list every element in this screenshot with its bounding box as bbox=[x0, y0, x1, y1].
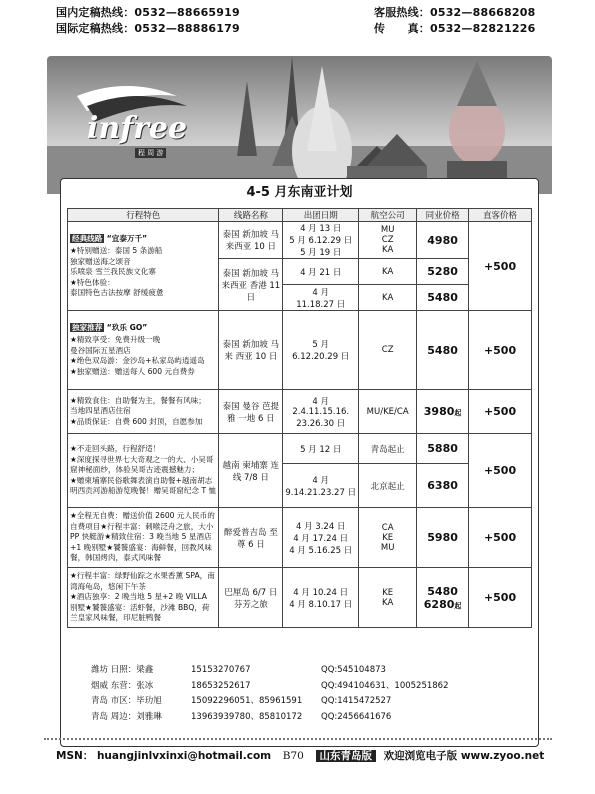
intl-phone: 0532—88886179 bbox=[134, 22, 240, 35]
table-row bbox=[68, 311, 532, 390]
website-link[interactable]: 欢迎浏览电子版 www.zyoo.net bbox=[383, 750, 545, 762]
route-cell: 泰国 新加坡 马来西亚 香港 11 日 bbox=[219, 259, 283, 311]
airline-code: CA bbox=[381, 522, 394, 533]
row-tag: 经典线路 bbox=[72, 233, 103, 243]
feature-cell bbox=[68, 311, 219, 390]
contact-phone: 13963939780、85810172 bbox=[191, 711, 303, 722]
contact-name: 潍坊 日照：梁鑫 bbox=[91, 665, 154, 675]
feature-line: ★深度探寻世界七大奇观之一的大、小吴哥窟神秘面纱，体验吴哥古迹震撼魅力； bbox=[70, 454, 214, 475]
contact-qq: QQ:494104631、1005251862 bbox=[321, 680, 449, 691]
trade-price: 5980 bbox=[417, 508, 469, 568]
brand-sub: 程 周 游 bbox=[135, 148, 166, 158]
route-cell: 越南 柬埔寨 连线 7/8 日 bbox=[219, 434, 283, 508]
airline-cell bbox=[359, 222, 417, 259]
col-direct-price: 直客价格 bbox=[469, 209, 532, 222]
msn-contact[interactable]: MSN： huangjinlvxinxi@hotmail.com bbox=[56, 750, 272, 762]
domestic-phone: 0532—88665919 bbox=[134, 6, 240, 19]
service-hotline bbox=[374, 4, 535, 20]
feature-cell bbox=[68, 434, 219, 508]
date-cell bbox=[283, 508, 359, 568]
airline-cell: 北京起止 bbox=[359, 464, 417, 508]
date-line: 4 月 10.24 日 bbox=[293, 587, 349, 598]
feature-line: 独家赠送海之颂音 bbox=[70, 256, 131, 266]
col-date: 出团日期 bbox=[283, 209, 359, 222]
contact-name: 青岛 周边：刘雅琳 bbox=[91, 711, 162, 722]
date-cell bbox=[283, 464, 359, 508]
airline-cell: CZ bbox=[359, 311, 417, 390]
direct-price: +500 bbox=[469, 568, 532, 628]
date-cell: 5 月 12 日 bbox=[283, 434, 359, 464]
direct-price: +500 bbox=[469, 434, 532, 508]
footer bbox=[56, 748, 544, 763]
date-line: 9.14.21.23.27 日 bbox=[285, 487, 357, 498]
trade-price: 5280 bbox=[417, 259, 469, 285]
date-line: 5 月 bbox=[312, 340, 330, 350]
page-title: 4-5 月东南亚计划 bbox=[246, 185, 353, 200]
airline-cell: MU/KE/CA bbox=[359, 390, 417, 434]
feature-line: ★赠柬埔寨民俗歌舞表演自助餐+越南胡志明西贡河游船游览晚餐！赠吴哥窟纪念 T 恤 bbox=[70, 475, 217, 496]
trade-price: 5480 bbox=[417, 311, 469, 390]
price-value: 3980 bbox=[423, 405, 455, 418]
footer-divider bbox=[44, 738, 552, 740]
date-line: 4 月 8.10.17 日 bbox=[289, 599, 353, 610]
feature-line: ★酒店独享：2 晚当地 5 星+2 晚 VILLA 别墅★饕餮盛宴：活虾餐，沙滩 BBQ，荷兰皇家风味餐，印尼脏鸭餐 bbox=[70, 592, 210, 623]
date-cell bbox=[283, 390, 359, 434]
service-phone: 0532—88668208 bbox=[430, 6, 536, 19]
feature-line: ★特别赠送：泰国 5 条游船 bbox=[70, 246, 163, 255]
feature-cell: ★全程无自费：赠送价值 2600 元人民币的自费项目★行程丰富：刺喉泛舟之旅，大小 PP 快艇游★精致住宿：3 晚当地 5 星酒店+1 晚别墅★饕餮盛宴：海鲜餐，回教风味餐，韩国烤肉，泰式风味餐 bbox=[68, 508, 219, 568]
feature-line: 曼谷国际五星酒店 bbox=[70, 345, 131, 355]
table-row bbox=[68, 434, 532, 464]
airline-cell: 青岛起止 bbox=[359, 434, 417, 464]
feature-line: 泰国特色古法按摩 舒缓疲惫 bbox=[70, 288, 164, 297]
direct-price: +500 bbox=[469, 222, 532, 311]
route-cell: 巴厘岛 6/7 日 芬芳之旅 bbox=[219, 568, 283, 628]
contact-phone: 15092296051、85961591 bbox=[191, 696, 303, 706]
contact-row bbox=[91, 663, 449, 679]
date-line: 4 月 bbox=[312, 475, 330, 486]
col-airline: 航空公司 bbox=[359, 209, 417, 222]
feature-cell bbox=[68, 222, 219, 311]
direct-price: +500 bbox=[469, 390, 532, 434]
date-line: 4 月 17.24 日 bbox=[293, 533, 349, 544]
date-line: 5 月 6.12.29 日 bbox=[289, 236, 353, 246]
service-label: 客服热线： bbox=[374, 6, 430, 19]
airline-code: KE bbox=[382, 532, 394, 543]
contact-phone: 15153270767 bbox=[191, 665, 251, 675]
trade-price: 4980 bbox=[417, 222, 469, 259]
row-tag: 独家推荐 bbox=[72, 322, 103, 332]
feature-line: ★绝色双岛游：金沙岛+私家岛屿逍遥岛 bbox=[70, 356, 205, 366]
price-value: 5480 bbox=[427, 584, 458, 598]
feature-line: ★独家赠送：赠送每人 600 元自费券 bbox=[70, 366, 195, 376]
date-cell bbox=[283, 285, 359, 311]
date-line: 6.12.20.29 日 bbox=[292, 352, 350, 362]
contact-name: 青岛 市区：毕玏旭 bbox=[91, 696, 162, 706]
intl-label: 国际定稿热线： bbox=[56, 22, 135, 35]
itinerary-table bbox=[67, 208, 532, 628]
airline-code: MU bbox=[380, 225, 395, 235]
airline-cell: KA bbox=[359, 259, 417, 285]
price-value: 6280 bbox=[423, 597, 455, 611]
feature-cell bbox=[68, 390, 219, 434]
feature-line: ★品质保证：自费 600 封顶，自愿参加 bbox=[70, 416, 203, 426]
trade-price: 5480 bbox=[417, 285, 469, 311]
banner-image bbox=[47, 56, 552, 194]
price-suffix: 起 bbox=[454, 601, 462, 610]
route-cell: 泰国 新加坡 马来西亚 10 日 bbox=[219, 222, 283, 259]
feature-line: 当地四星酒店住宿 bbox=[70, 406, 131, 416]
fax-label: 传 真： bbox=[374, 22, 430, 35]
direct-price: +500 bbox=[469, 311, 532, 390]
intl-hotline bbox=[56, 20, 240, 36]
airline-cell: KA bbox=[359, 285, 417, 311]
feature-line: ★精致食住：自助餐为主，餐餐有风味； bbox=[70, 395, 206, 405]
airline-code: KE bbox=[382, 587, 394, 598]
airline-cell bbox=[359, 568, 417, 628]
date-line: 4 月 13 日 bbox=[300, 224, 342, 234]
date-line: 4 月 3.24 日 bbox=[296, 521, 346, 532]
trade-price bbox=[417, 568, 469, 628]
table-row bbox=[68, 390, 532, 434]
feature-line: 乐喷泉 雪兰我民族文化寨 bbox=[70, 267, 156, 276]
contact-qq: QQ:1415472527 bbox=[321, 696, 392, 706]
feature-line: ★行程丰富：绿野仙踪之水果香薰 SPA，南湾海龟岛，悠闲下午茶 bbox=[70, 571, 215, 591]
feature-cell bbox=[68, 568, 219, 628]
page-number: B70 bbox=[282, 750, 304, 762]
airline-code: KA bbox=[382, 245, 394, 255]
price-suffix: 起 bbox=[454, 409, 462, 417]
table-row bbox=[68, 568, 532, 628]
date-line: 23.26.30 日 bbox=[296, 418, 346, 429]
airline-code: KA bbox=[382, 597, 394, 608]
airline-cell bbox=[359, 508, 417, 568]
date-cell bbox=[283, 568, 359, 628]
route-cell: 醉爱普吉岛 至尊 6 日 bbox=[219, 508, 283, 568]
contact-name: 烟威 东营：张冰 bbox=[91, 680, 154, 691]
domestic-label: 国内定稿热线： bbox=[56, 6, 135, 19]
date-line: 11.18.27 日 bbox=[296, 299, 346, 310]
col-feature: 行程特色 bbox=[68, 209, 219, 222]
airline-code: MU bbox=[380, 542, 395, 553]
date-cell: 4 月 21 日 bbox=[283, 259, 359, 285]
row-heading: “宜泰万千” bbox=[106, 233, 148, 243]
contact-list bbox=[91, 663, 449, 725]
route-cell: 泰国 新加坡 马来 西亚 10 日 bbox=[219, 311, 283, 390]
feature-line: ★精致享受：免费升级一晚 bbox=[70, 335, 161, 345]
trade-price: 5880 bbox=[417, 434, 469, 464]
contact-phone: 18653252617 bbox=[191, 680, 251, 691]
date-line: 4 月 5.16.25 日 bbox=[289, 545, 353, 556]
itinerary-panel bbox=[60, 178, 539, 747]
trade-price bbox=[417, 390, 469, 434]
date-line: 4 月 bbox=[312, 396, 330, 407]
route-cell: 泰国 曼谷 芭提雅 一地 6 日 bbox=[219, 390, 283, 434]
date-cell bbox=[283, 222, 359, 259]
contact-qq: QQ:2456641676 bbox=[321, 711, 392, 722]
table-header bbox=[68, 209, 532, 222]
edition-badge: 山东青岛版 bbox=[316, 750, 377, 762]
contact-row bbox=[91, 694, 449, 710]
col-route: 线路名称 bbox=[219, 209, 283, 222]
table-row bbox=[68, 508, 532, 568]
feature-line: ★不走回头路，行程舒适！ bbox=[70, 444, 161, 454]
contact-qq: QQ:545104873 bbox=[321, 665, 386, 675]
feature-line: ★特色体验： bbox=[70, 277, 115, 287]
date-cell bbox=[283, 311, 359, 390]
fax-line bbox=[374, 20, 535, 36]
date-line: 2.4.11.15.16. bbox=[292, 406, 350, 417]
domestic-hotline bbox=[56, 4, 240, 20]
contact-row bbox=[91, 710, 449, 726]
fax-phone: 0532—82821226 bbox=[430, 22, 536, 35]
trade-price: 6380 bbox=[417, 464, 469, 508]
row-heading: “玖乐 GO” bbox=[106, 322, 148, 332]
contact-row bbox=[91, 679, 449, 695]
direct-price: +500 bbox=[469, 508, 532, 568]
airline-code: CZ bbox=[381, 235, 394, 245]
table-row bbox=[68, 222, 532, 259]
brand-logo: infree bbox=[87, 111, 188, 146]
col-trade-price: 同业价格 bbox=[417, 209, 469, 222]
date-line: 4 月 bbox=[312, 287, 330, 298]
date-line: 5 月 19 日 bbox=[300, 248, 342, 258]
